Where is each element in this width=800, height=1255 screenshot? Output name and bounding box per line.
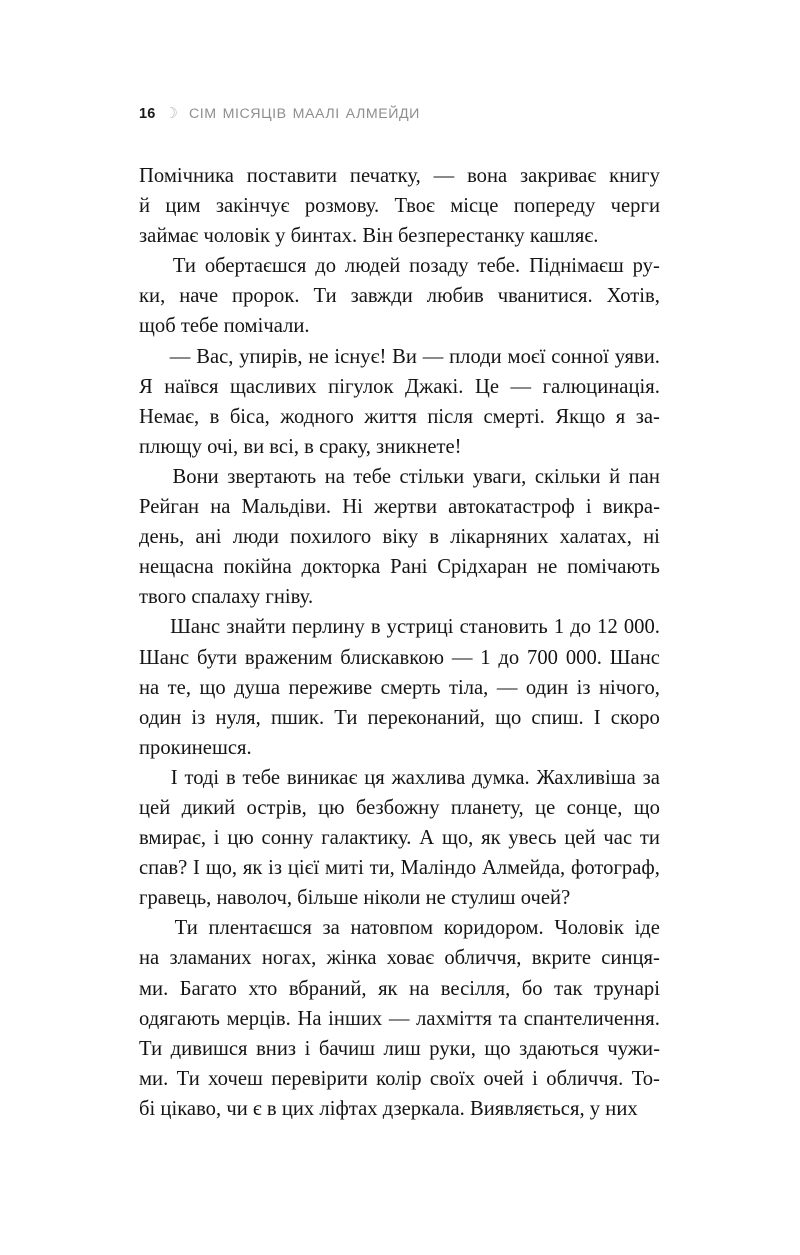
text-line [139, 823, 660, 853]
text-line [139, 853, 660, 883]
word: на [139, 676, 160, 699]
word: лахміття [416, 1007, 492, 1030]
word: пан [628, 465, 660, 488]
word: натовпом [350, 917, 434, 940]
running-title: СІМ МІСЯЦІВ МААЛІ АЛМЕЙДИ [188, 106, 420, 122]
word: люди [232, 526, 279, 549]
word: попереду [513, 195, 596, 218]
word: переконаний, [367, 706, 485, 729]
word: Ти [174, 917, 198, 940]
word: тіла, [448, 676, 489, 699]
word: вкрите [531, 947, 591, 970]
word: думка. [472, 766, 530, 789]
word: галактику. [321, 827, 412, 850]
word: і [532, 1067, 538, 1090]
word: упирів, [239, 345, 303, 368]
word: щасливих [230, 375, 317, 398]
word: 1 [553, 616, 565, 639]
word: Якщо [555, 405, 606, 428]
word: тоді [184, 766, 220, 789]
word: не [308, 345, 329, 368]
word: як [481, 827, 501, 850]
word: смерть [380, 676, 441, 699]
word: знайти [226, 616, 286, 639]
word: і [304, 1037, 311, 1060]
word: із [191, 706, 206, 729]
word: дикий [181, 796, 236, 819]
text-line [139, 342, 660, 372]
word: спав? [139, 857, 188, 880]
word: ми. [139, 977, 169, 1000]
word: жертви [374, 496, 437, 519]
word: очей [483, 1067, 524, 1090]
word: хочеш [208, 1067, 263, 1090]
word: ця [364, 766, 385, 789]
word: — [496, 676, 518, 699]
word: своїх [429, 1067, 476, 1090]
word: цей [139, 796, 171, 819]
word: вмирає, [139, 827, 206, 850]
paragraph [139, 913, 660, 1124]
word: жінка [326, 947, 377, 970]
word: до [570, 616, 592, 639]
word: звертають [227, 465, 317, 488]
text-line [139, 161, 660, 191]
word: стільки [399, 465, 465, 488]
word: колір [376, 1067, 422, 1090]
word: чужи- [607, 1037, 660, 1060]
word: із [268, 857, 283, 880]
word: плентаєшся [208, 917, 312, 940]
word: книгу [609, 165, 660, 187]
text-line: займає чоловік у бинтах. Він безперестанку кашляє. [139, 225, 599, 248]
word: любив [426, 285, 484, 308]
word: біса, [229, 405, 270, 428]
word: На [297, 1007, 322, 1030]
word: так [554, 977, 583, 1000]
word: пігулок [328, 375, 394, 398]
text-line [139, 1004, 660, 1034]
word: на [409, 977, 430, 1000]
word: сонної [551, 345, 609, 368]
word: за [322, 917, 340, 940]
word: обертаєшся [204, 255, 307, 278]
word: ні [643, 526, 660, 549]
paragraph-indent [139, 612, 164, 642]
paragraph [139, 342, 660, 462]
word: життя [364, 405, 417, 428]
text-line [139, 1064, 660, 1094]
text-line: твого спалаху гніву. [139, 586, 314, 609]
word: похилого [290, 526, 372, 549]
word: спантеличення. [523, 1007, 660, 1030]
word: до [315, 255, 337, 278]
word: душа [234, 676, 280, 699]
word: в [209, 405, 220, 428]
word: І [193, 857, 200, 880]
word: місце [450, 195, 499, 218]
word: трунарі [594, 977, 660, 1000]
word: пророк. [232, 285, 300, 308]
word: вона [467, 165, 508, 187]
word: наївся [164, 375, 219, 398]
word: 700 [527, 646, 558, 669]
word: день, [139, 526, 185, 549]
word: переживе [288, 676, 373, 699]
word: халатах, [559, 526, 632, 549]
word: мерців. [226, 1007, 291, 1030]
word: Це [474, 375, 499, 398]
word: сонце, [566, 796, 623, 819]
word: ки, [139, 285, 166, 308]
word: Срідхаран [437, 556, 528, 579]
word: Твоє [394, 195, 435, 218]
paragraph [139, 251, 660, 341]
word: 000. [623, 616, 660, 639]
word: Чоловік [554, 917, 624, 940]
word: Багато [179, 977, 237, 1000]
word: один [139, 706, 182, 729]
word: цим [165, 195, 201, 218]
word: ногах, [261, 947, 317, 970]
word: — [433, 165, 455, 187]
word: зламаних [169, 947, 252, 970]
word: на [139, 947, 160, 970]
word: й [139, 195, 151, 218]
word: що, [205, 857, 238, 880]
text-line [139, 552, 660, 582]
word: я [615, 405, 626, 428]
word: одягають [139, 1007, 220, 1030]
word: Ти [334, 706, 358, 729]
word: нуля, [215, 706, 261, 729]
word: один [525, 676, 569, 699]
word: Ви [392, 345, 417, 368]
word: уяви. [614, 345, 660, 368]
text-line [139, 673, 660, 703]
word: Джакі. [405, 375, 464, 398]
text-line [139, 703, 660, 733]
word: тебе. [477, 255, 521, 278]
word: в [370, 616, 381, 639]
word: Рейган [139, 496, 200, 519]
word: галюцинація. [542, 375, 660, 398]
word: скоро [610, 706, 660, 729]
word: в [225, 766, 236, 789]
word: — [422, 345, 444, 368]
word: інших [328, 1007, 383, 1030]
word: і [213, 827, 220, 850]
word: існує! [334, 345, 387, 368]
text-line [139, 943, 660, 973]
text-line: бі цікаво, чи є в цих ліфтах дзеркала. Виявляється, у них [139, 1097, 638, 1120]
word: до [498, 646, 520, 669]
word: скільки [534, 465, 601, 488]
word: — [169, 345, 191, 368]
word: безбожну [355, 796, 440, 819]
word: ру- [632, 255, 660, 278]
word: наче [179, 285, 219, 308]
text-line [139, 913, 660, 943]
word: жодного [280, 405, 354, 428]
word: — [388, 1007, 410, 1030]
word: час [603, 827, 633, 850]
text-line [139, 643, 660, 673]
word: Шанс [170, 616, 221, 639]
word: 000. [565, 646, 602, 669]
paragraph-indent [139, 763, 164, 793]
word: і [585, 496, 592, 519]
word: не [537, 556, 558, 579]
text-line: щоб тебе помічали. [139, 315, 310, 338]
word: коридором. [443, 917, 544, 940]
word: людей [344, 255, 401, 278]
word: автокатастроф [448, 496, 575, 519]
word: як [378, 977, 398, 1000]
text-line [139, 522, 660, 552]
word: становить [459, 616, 548, 639]
word: печатку, [349, 165, 421, 187]
word: закриває [520, 165, 597, 187]
word: І [593, 706, 601, 729]
word: плоди [449, 345, 502, 368]
word: ти [639, 827, 660, 850]
word: ані [195, 526, 222, 549]
word: блискавкою [340, 646, 445, 669]
word: Ти [139, 1037, 163, 1060]
word: пшик. [270, 706, 325, 729]
word: Ти [313, 285, 337, 308]
word: розмову. [304, 195, 380, 218]
word: руки, [429, 1037, 476, 1060]
paragraph-indent [139, 342, 164, 372]
text-line: прокинешся. [139, 736, 252, 759]
paragraph-indent [139, 251, 164, 281]
word: 12 [597, 616, 618, 639]
word: вбраний, [288, 977, 367, 1000]
word: що, [441, 827, 474, 850]
word: Хотів, [606, 285, 660, 308]
text-line [139, 372, 660, 402]
text-line [139, 251, 660, 281]
word: моєї [507, 345, 546, 368]
word: як [242, 857, 263, 880]
paragraph [139, 462, 660, 612]
word: І [170, 766, 178, 789]
word: Немає, [139, 405, 200, 428]
word: тебе [242, 766, 281, 789]
word: увесь [508, 827, 557, 850]
word: Я [139, 375, 153, 398]
word: перевірити [271, 1067, 368, 1090]
text-line [139, 974, 660, 1004]
text-line [139, 793, 660, 823]
text-line [139, 763, 660, 793]
word: спиш. [531, 706, 584, 729]
word: перлину [291, 616, 365, 639]
word: острів, [246, 796, 307, 819]
word: сонну [261, 827, 314, 850]
word: закінчує [215, 195, 290, 218]
word: Помічника [139, 165, 234, 187]
word: цю [227, 827, 254, 850]
word: нічого, [599, 676, 660, 699]
paragraph [139, 161, 660, 251]
word: Вони [172, 465, 219, 488]
running-header [139, 106, 420, 122]
word: ми. [139, 1067, 169, 1090]
word: — [451, 646, 473, 669]
paragraph-indent [139, 462, 164, 492]
word: й [609, 465, 621, 488]
word: те, [167, 676, 192, 699]
text-line [139, 462, 660, 492]
word: дивишся [170, 1037, 248, 1060]
word: Алмейда, [481, 857, 566, 880]
word: То- [631, 1067, 660, 1090]
word: Маліндо [400, 857, 477, 880]
text-line [139, 492, 660, 522]
word: обличчя. [546, 1067, 624, 1090]
word: чванитися. [497, 285, 593, 308]
word: лікарняних [450, 526, 549, 549]
word: віку [382, 526, 419, 549]
word: обличчя, [444, 947, 522, 970]
word: Мальдіви. [241, 496, 332, 519]
word: що [484, 1037, 511, 1060]
word: після [427, 405, 474, 428]
word: Шанс [139, 646, 190, 669]
word: це [535, 796, 556, 819]
word: миті [324, 857, 364, 880]
word: позаду [409, 255, 469, 278]
word: враженим [244, 646, 333, 669]
word: уваги, [472, 465, 527, 488]
word: весілля, [440, 977, 511, 1000]
word: докторка [301, 556, 381, 579]
word: в [429, 526, 439, 549]
word: завжди [350, 285, 413, 308]
word: викра- [602, 496, 660, 519]
word: Вас, [196, 345, 234, 368]
word: — [510, 375, 532, 398]
text-line [139, 1034, 660, 1064]
word: цієї [287, 857, 320, 880]
word: із [576, 676, 591, 699]
word: що [495, 706, 522, 729]
word: помічають [567, 556, 660, 579]
text-line: плющу очі, ви всі, в сраку, зникнете! [139, 435, 462, 458]
word: бо [521, 977, 543, 1000]
text-line: гравець, наволоч, більше ніколи не стулиш очей? [139, 887, 571, 910]
word: устриці [386, 616, 454, 639]
word: ховає [386, 947, 435, 970]
text-line [139, 612, 660, 642]
word: хто [248, 977, 278, 1000]
word: бачиш [318, 1037, 375, 1060]
word: цю [318, 796, 345, 819]
word: здаються [519, 1037, 599, 1060]
word: Ти [176, 1067, 200, 1090]
word: синця- [601, 947, 660, 970]
word: ти, [369, 857, 395, 880]
word: Піднімаєш [529, 255, 624, 278]
text-line [139, 402, 660, 432]
page-number: 16 [139, 106, 156, 122]
word: планету, [450, 796, 524, 819]
word: тебе [353, 465, 391, 488]
text-line [139, 281, 660, 311]
word: іде [634, 917, 660, 940]
word: бути [196, 646, 238, 669]
word: виникає [286, 766, 358, 789]
word: що [199, 676, 226, 699]
word: вниз [256, 1037, 297, 1060]
word: поставити [246, 165, 338, 187]
word: А [419, 827, 435, 850]
word: Ти [172, 255, 196, 278]
word: 1 [480, 646, 491, 669]
word: Рані [390, 556, 428, 579]
word: смерті. [483, 405, 545, 428]
word: фотограф, [570, 857, 660, 880]
word: Ні [342, 496, 363, 519]
crescent-moon-icon: ☽ [164, 104, 178, 122]
word: за- [635, 405, 660, 428]
paragraph [139, 612, 660, 762]
paragraph-indent [139, 913, 164, 943]
word: жахлива [391, 766, 466, 789]
text-line [139, 191, 660, 221]
word: що [633, 796, 660, 819]
word: цей [564, 827, 596, 850]
word: Жахливіша [536, 766, 636, 789]
word: на [210, 496, 231, 519]
word: за [642, 766, 660, 789]
word: лиш [383, 1037, 421, 1060]
word: та [498, 1007, 518, 1030]
body-text [139, 161, 660, 1124]
paragraph [139, 763, 660, 913]
word: на [324, 465, 345, 488]
word: черги [610, 195, 660, 218]
word: Шанс [609, 646, 660, 669]
word: покійна [223, 556, 292, 579]
word: нещасна [139, 556, 214, 579]
